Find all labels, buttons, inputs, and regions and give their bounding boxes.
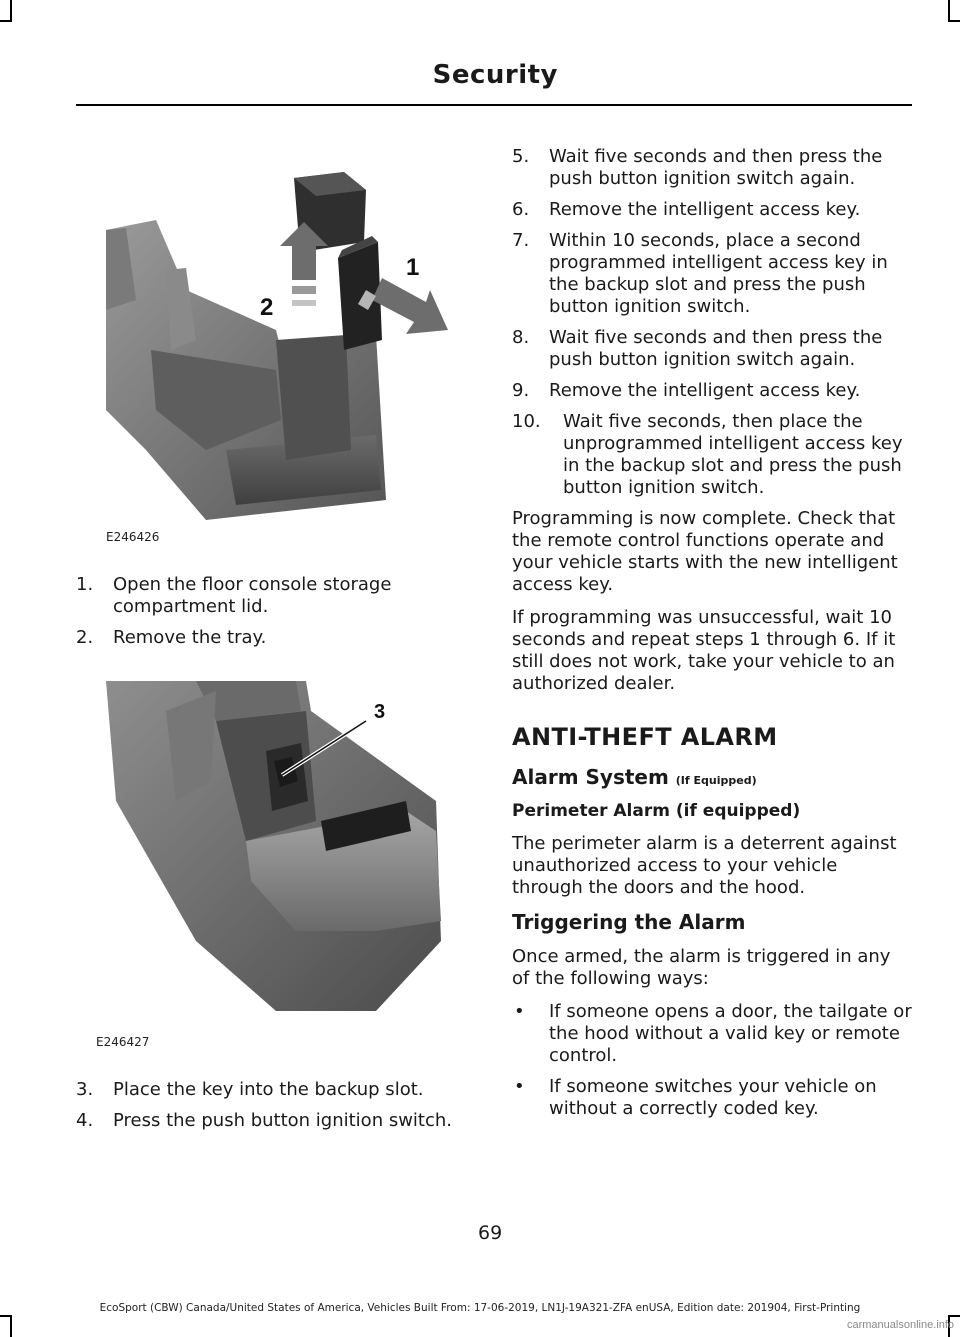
list-item: • If someone opens a door, the tailgate or the hood without a valid key or remote control.: [514, 1001, 912, 1066]
console-tray-illustration: [76, 150, 476, 552]
crop-mark: [948, 20, 960, 22]
perimeter-alarm-text: The perimeter alarm is a deterrent against unauthorized access to your vehicle through the doors and the hood.: [512, 833, 897, 898]
crop-mark: [0, 1315, 12, 1317]
list-item: 3. Place the key into the backup slot.: [76, 1079, 424, 1100]
steps-list-5-9: [512, 146, 912, 402]
backup-slot-illustration: [76, 681, 476, 1057]
list-item: 8. Wait five seconds and then press the push button ignition switch again.: [512, 327, 883, 370]
crop-mark: [10, 1315, 12, 1337]
section-heading-anti-theft: ANTI-THEFT ALARM: [512, 723, 778, 751]
list-item: 9. Remove the intelligent access key.: [512, 380, 861, 401]
steps-list-3-4: [76, 1079, 476, 1132]
list-item: 4. Press the push button ignition switch.: [76, 1110, 453, 1131]
trigger-bullet-list: [512, 1001, 912, 1120]
list-item: • If someone switches your vehicle on without a correctly coded key.: [514, 1076, 877, 1119]
figure-code: E246427: [96, 1035, 150, 1049]
programming-unsuccessful-text: If programming was unsuccessful, wait 10 seconds and repeat steps 1 through 6. If it still does not work, take your vehicle to an authorized dealer.: [512, 607, 896, 694]
watermark: carmanualsonline.info: [846, 1319, 954, 1331]
crop-mark: [0, 20, 12, 22]
list-item: 2. Remove the tray.: [76, 627, 267, 648]
right-column: [512, 146, 912, 1129]
callout-3: 3: [374, 701, 386, 723]
alarm-system-heading: Alarm System (If Equipped): [512, 765, 757, 789]
page-number: 69: [478, 1222, 503, 1244]
crop-mark: [948, 1315, 960, 1317]
callout-1: 1: [406, 254, 420, 281]
steps-list-10: [512, 411, 912, 499]
header-rule: [76, 104, 912, 106]
crop-mark: [10, 0, 12, 22]
steps-list-1-2: [76, 574, 476, 649]
left-column: [76, 150, 476, 1141]
figure-console-lid: [76, 150, 476, 552]
footer-edition-text: EcoSport (CBW) Canada/United States of America, Vehicles Built From: 17-06-2019, LN1J-19A321-ZFA enUSA, Edition date: 201904, First-Printing: [99, 1302, 861, 1314]
trigger-intro-text: Once armed, the alarm is triggered in any of the following ways:: [512, 946, 891, 989]
figure-code: E246426: [106, 530, 160, 544]
list-item: 10. Wait five seconds, then place the unprogrammed intelligent access key in the backup slot and press the push button ignition switch.: [512, 411, 903, 498]
triggering-alarm-heading: Triggering the Alarm: [512, 910, 746, 934]
list-item: 7. Within 10 seconds, place a second programmed intelligent access key in the backup slot and press the push button ignition switch.: [512, 230, 888, 317]
page-title: Security: [432, 60, 558, 90]
programming-complete-text: Programming is now complete. Check that the remote control functions operate and your vehicle starts with the new intelligent access key.: [512, 508, 898, 595]
if-equipped-note: (If Equipped): [675, 774, 757, 787]
list-item: 1. Open the floor console storage compartment lid.: [76, 574, 392, 617]
perimeter-alarm-heading: Perimeter Alarm (if equipped): [512, 801, 801, 821]
crop-mark: [948, 0, 950, 22]
callout-2: 2: [260, 294, 274, 321]
figure-backup-slot: [76, 681, 476, 1057]
list-item: 6. Remove the intelligent access key.: [512, 199, 861, 220]
list-item: 5. Wait five seconds and then press the push button ignition switch again.: [512, 146, 883, 189]
